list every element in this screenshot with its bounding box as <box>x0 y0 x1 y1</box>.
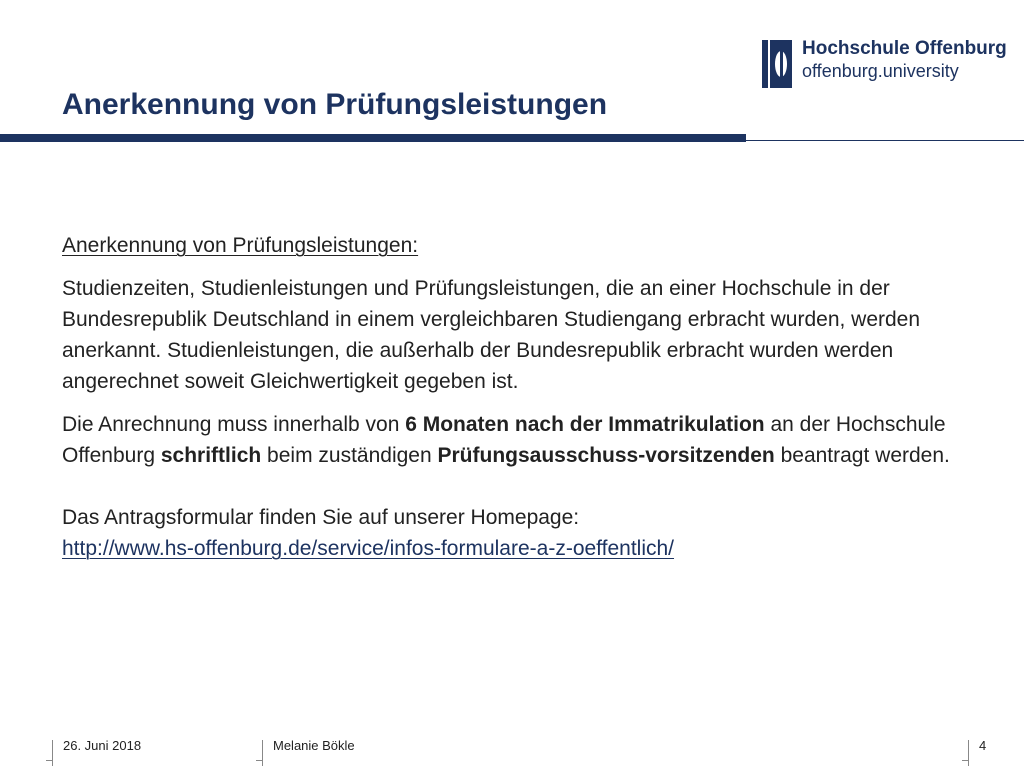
logo-url: offenburg.university <box>802 61 959 81</box>
paragraph2-bold-committee: Prüfungsausschuss-vorsitzenden <box>437 444 775 467</box>
paragraph-form-hint <box>62 502 962 564</box>
paragraph-application-deadline <box>62 409 962 471</box>
paragraph2-bold-written: schriftlich <box>160 444 262 467</box>
footer-divider-middle-tick <box>256 760 262 761</box>
footer-divider-left <box>52 740 53 766</box>
paragraph2-text-3: beim zuständigen <box>261 444 438 467</box>
footer-divider-middle <box>262 740 263 766</box>
paragraph-recognition: Studienzeiten, Studienleistungen und Prüfungsleistungen, die an einer Hochschule in der Bundesrepublik Deutschland in einem vergleichbaren Studiengang erbracht wurden, werden anerkannt. Studienleistungen, die außerhalb der Bundesrepublik erbracht wurden werden angerechnet soweit Gleichwertigkeit gegeben ist. <box>62 277 921 393</box>
form-hint-text: Das Antragsformular finden Sie auf unserer Homepage: <box>62 506 580 529</box>
slide-title: Anerkennung von Prüfungsleistungen <box>62 88 608 121</box>
logo-name: Hochschule Offenburg <box>802 38 1007 59</box>
university-logo <box>762 38 1007 88</box>
content-heading: Anerkennung von Prüfungsleistungen: <box>62 234 419 257</box>
footer-divider-right-tick <box>962 760 968 761</box>
paragraph2-bold-deadline: 6 Monaten nach der Immatrikulation <box>405 413 765 436</box>
footer-date: 26. Juni 2018 <box>63 738 142 753</box>
footer-page-number: 4 <box>979 738 987 753</box>
footer-divider-left-tick <box>46 760 52 761</box>
footer-author: Melanie Bökle <box>273 738 355 753</box>
paragraph2-text-4: beantragt werden. <box>774 444 950 467</box>
slide-footer <box>0 738 1024 768</box>
paragraph2-text-2: an der Hochschule Offenburg <box>62 413 946 467</box>
form-link[interactable]: http://www.hs-offenburg.de/service/infos-formulare-a-z-oeffentlich/ <box>62 537 675 560</box>
title-underline <box>0 134 746 142</box>
slide-content <box>62 230 962 564</box>
paragraph2-text-1: Die Anrechnung muss innerhalb von <box>62 413 406 436</box>
hochschule-logo-mark-icon <box>762 40 792 88</box>
title-underline-extension <box>746 140 1024 141</box>
footer-divider-right <box>968 740 969 766</box>
